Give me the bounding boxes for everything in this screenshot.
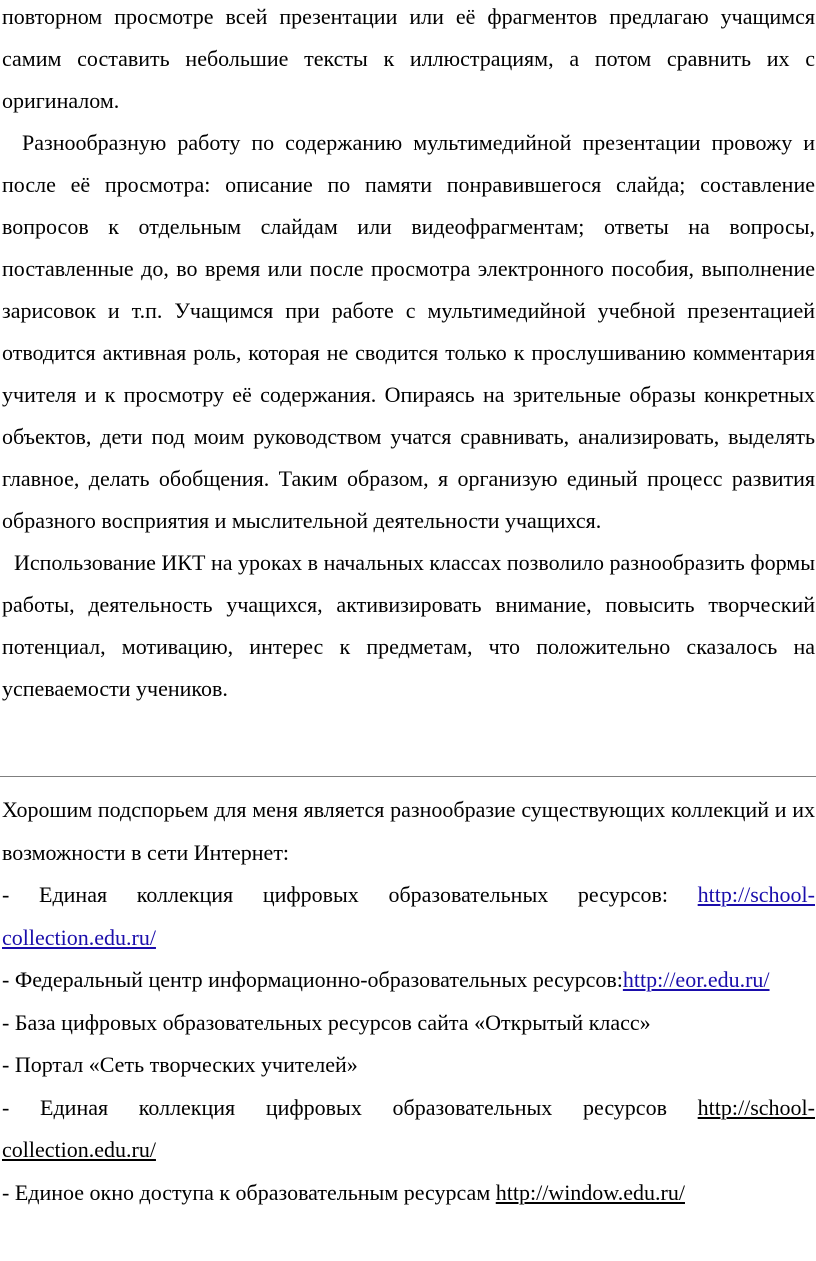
resources-intro: Хорошим подспорьем для меня является разнообразие существующих коллекций и их возможности в сети Интернет:: [2, 797, 815, 865]
paragraph-presentation-work: Разнообразную работу по содержанию мультимедийной презентации провожу и после её просмотра: описание по памяти понравившегося слайда; составление вопросов к отдельным слайдам или видеофрагментам; ответы на вопросы, поставленные до, во время или после просмотра электронного пособия, выполнение зарисовок и т.п. Учащимся при работе с мультимедийной учебной презентацией отводится активная роль, которая не сводится только к прослушиванию комментария учителя и к просмотру её содержания. Опираясь на зрительные образы конкретных объектов, дети под моим руководством учатся сравнивать, анализировать, выделять главное, делать обобщения. Таким образом, я организую единый процесс развития образного восприятия и мыслительной деятельности учащихся.: [2, 130, 815, 533]
school-collection-link-2[interactable]: http://school-collection.edu.ru/: [2, 1094, 815, 1162]
resource-item-eor: [2, 959, 815, 1002]
body-text: [2, 0, 815, 710]
resource-item-creative-teachers: - Портал «Сеть творческих учителей»: [2, 1052, 358, 1077]
resource-item-window: [2, 1172, 815, 1215]
eor-link[interactable]: http://eor.edu.ru/: [622, 967, 770, 992]
paragraph-ict-usage: Использование ИКТ на уроках в начальных классах позволило разнообразить формы работы, деятельность учащихся, активизировать внимание, повысить творческий потенциал, мотивацию, интерес к предметам, что положительно сказалось на успеваемости учеников.: [2, 550, 815, 701]
resource-item-open-class: - База цифровых образовательных ресурсов сайта «Открытый класс»: [2, 1009, 651, 1035]
resource-item-label: - Единое окно доступа к образовательным ресурсам: [2, 1179, 496, 1205]
resource-item-label: - Федеральный центр информационно-образовательных ресурсов:: [2, 967, 623, 992]
paragraph-continuation: повторном просмотре всей презентации или её фрагментов предлагаю учащимся самим составить небольшие тексты к иллюстрациям, а потом сравнить их с оригиналом.: [2, 4, 815, 113]
resource-item-label: - Единая коллекция цифровых образовательных ресурсов: [2, 1094, 698, 1120]
window-link[interactable]: http://window.edu.ru/: [495, 1179, 685, 1205]
resource-item-school-collection: [2, 874, 815, 959]
resource-item-label: - Единая коллекция цифровых образовательных ресурсов:: [2, 882, 698, 907]
school-collection-link[interactable]: http://school-collection.edu.ru/: [2, 882, 815, 950]
resource-item-school-collection-2: [2, 1087, 815, 1172]
resources-section: [2, 789, 815, 1214]
horizontal-divider: [0, 776, 816, 777]
